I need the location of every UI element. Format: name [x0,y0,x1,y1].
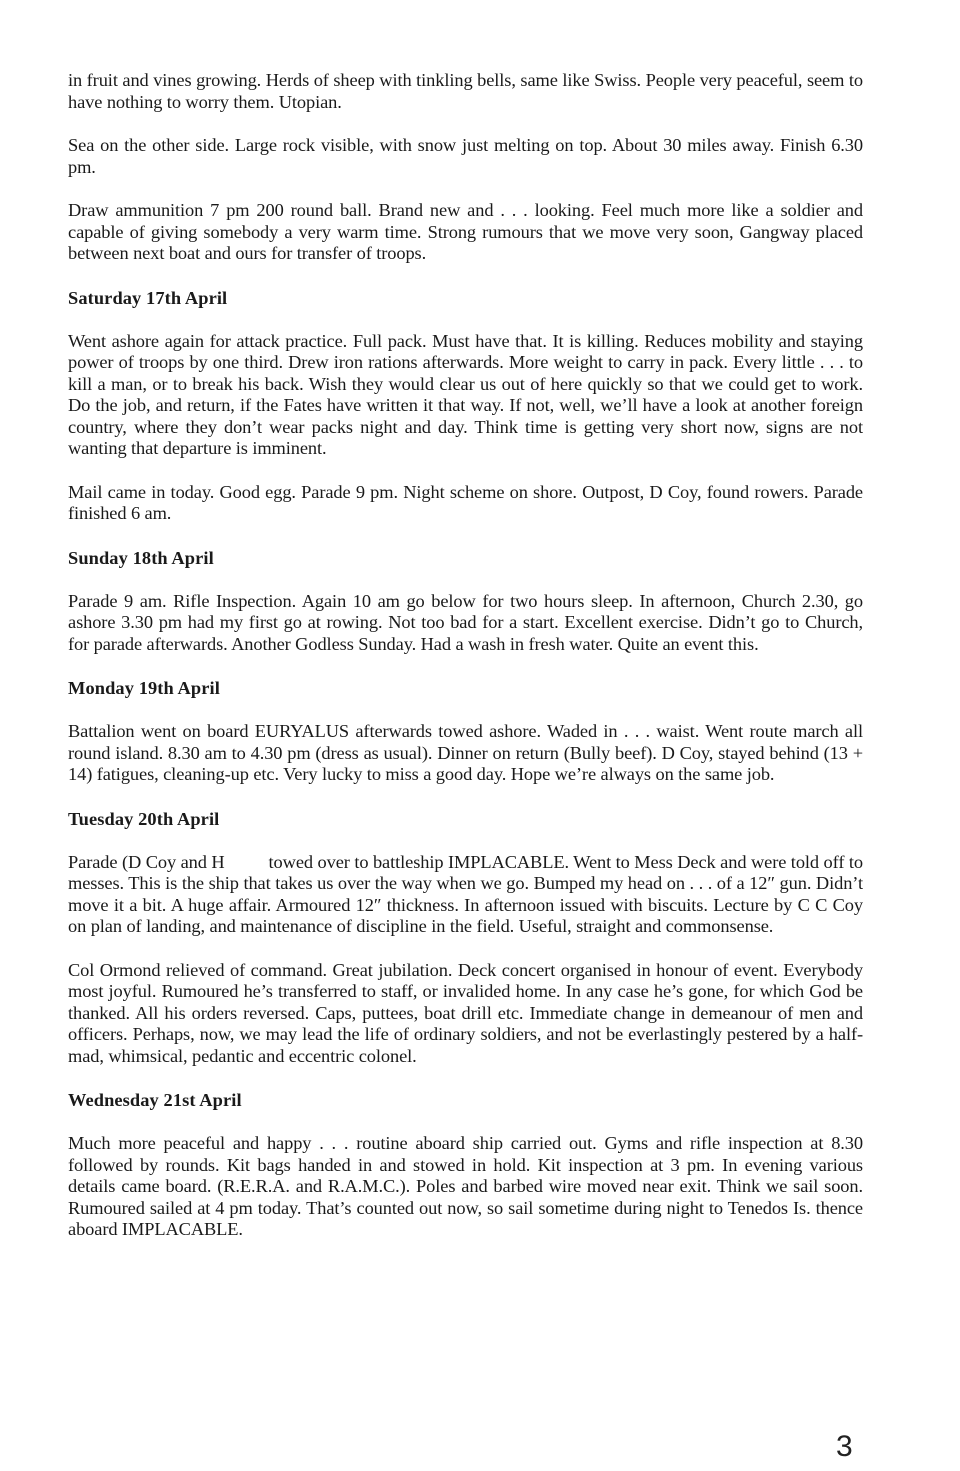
intro-paragraph: Sea on the other side. Large rock visible, with snow just melting on top. About 30 miles away. Finish 6.30 pm. [68,135,863,177]
intro-paragraph: Draw ammunition 7 pm 200 round ball. Brand new and . . . looking. Feel much more like a soldier and capable of giving somebody a very warm time. Strong rumours that we move very soon, Gangway placed between next boat and ours for transfer of troops. [68,200,863,263]
entry-heading: Monday 19th April [68,678,220,698]
entry-paragraph-prefix: Parade (D Coy and H [68,851,225,872]
entry-paragraph: Battalion went on board EURYALUS afterwards towed ashore. Waded in . . . waist. Went route march all round island. 8.30 am to 4.30 pm (dress as usual). Dinner on return (Bully beef). D Coy, stayed behind (13 + 14) fatigues, cleaning-up etc. Very lucky to miss a good day. Hope we’re always on the same job. [68,721,863,784]
diary-page [68,70,863,1263]
entry-heading: Wednesday 21st April [68,1090,242,1110]
entry-paragraph: Mail came in today. Good egg. Parade 9 pm. Night scheme on shore. Outpost, D Coy, found rowers. Parade finished 6 am. [68,481,863,523]
diary-entry-saturday [68,287,863,525]
entry-paragraph-body: towed over to battleship IMPLACABLE. Went to Mess Deck and were told off to messes. This is the ship that takes us over the way when we go. Bumped my head on . . . of a 12″ gun. Didn’t move it a bit. A huge affair. Armoured 12″ thickness. In afternoon issued with biscuits. Lecture by C C Coy on plan of landing, and maintenance of discipline in the field. Useful, straight and commonsense. [68,851,863,936]
intro-paragraph: in fruit and vines growing. Herds of sheep with tinkling bells, same like Swiss. People very peaceful, seem to have nothing to worry them. Utopian. [68,70,863,112]
diary-entry-monday [68,677,863,786]
entry-paragraph [68,852,863,938]
entry-heading: Sunday 18th April [68,547,214,568]
diary-entry-tuesday [68,808,863,1068]
page-number: 3 [836,1430,853,1463]
diary-entry-wednesday [68,1089,863,1241]
entry-heading: Tuesday 20th April [68,808,220,829]
entry-paragraph: Parade 9 am. Rifle Inspection. Again 10 am go below for two hours sleep. In afternoon, Church 2.30, go ashore 3.30 pm had my first go at rowing. Not too bad for a start. Excellent exercise. Didn’t go to Church, for parade afterwards. Another Godless Sunday. Had a wash in fresh water. Quite an event this. [68,590,863,654]
diary-entry-sunday [68,547,863,656]
entry-paragraph: Went ashore again for attack practice. Full pack. Must have that. It is killing. Reduces mobility and staying power of troops by one third. Drew iron rations afterwards. More weight to carry in pack. Every little . . . to kill a man, or to break his back. Wish they would clear us out of here quickly so that we could get to work. Do the job, and return, if the Fates have written it that way. If not, well, we’ll have a look at another foreign country, where they don’t wear packs night and day. Think time is getting very short now, signs are not wanting that departure is imminent. [68,330,863,458]
entry-paragraph: Much more peaceful and happy . . . routine aboard ship carried out. Gyms and rifle inspection at 8.30 followed by rounds. Kit bags handed in and stowed in hold. Kit inspection at 3 pm. In evening various details came board. (R.E.R.A. and R.A.M.C.). Poles and barbed wire moved near exit. Think we sail soon. Rumoured sailed at 4 pm today. That’s counted out now, so sail sometime during night to Tenedos Is. thence aboard IMPLACABLE. [68,1133,863,1239]
entry-heading: Saturday 17th April [68,287,228,308]
entry-paragraph: Col Ormond relieved of command. Great jubilation. Deck concert organised in honour of event. Everybody most joyful. Rumoured he’s transferred to staff, or invalided home. In any case he’s gone, for which God be thanked. All his orders reversed. Caps, puttees, boat drill etc. Immediate change in demeanour of men and officers. Perhaps, now, we may lead the life of ordinary soldiers, and not be everlastingly pestered by a half-mad, whimsical, pedantic and eccentric colonel. [68,959,863,1066]
